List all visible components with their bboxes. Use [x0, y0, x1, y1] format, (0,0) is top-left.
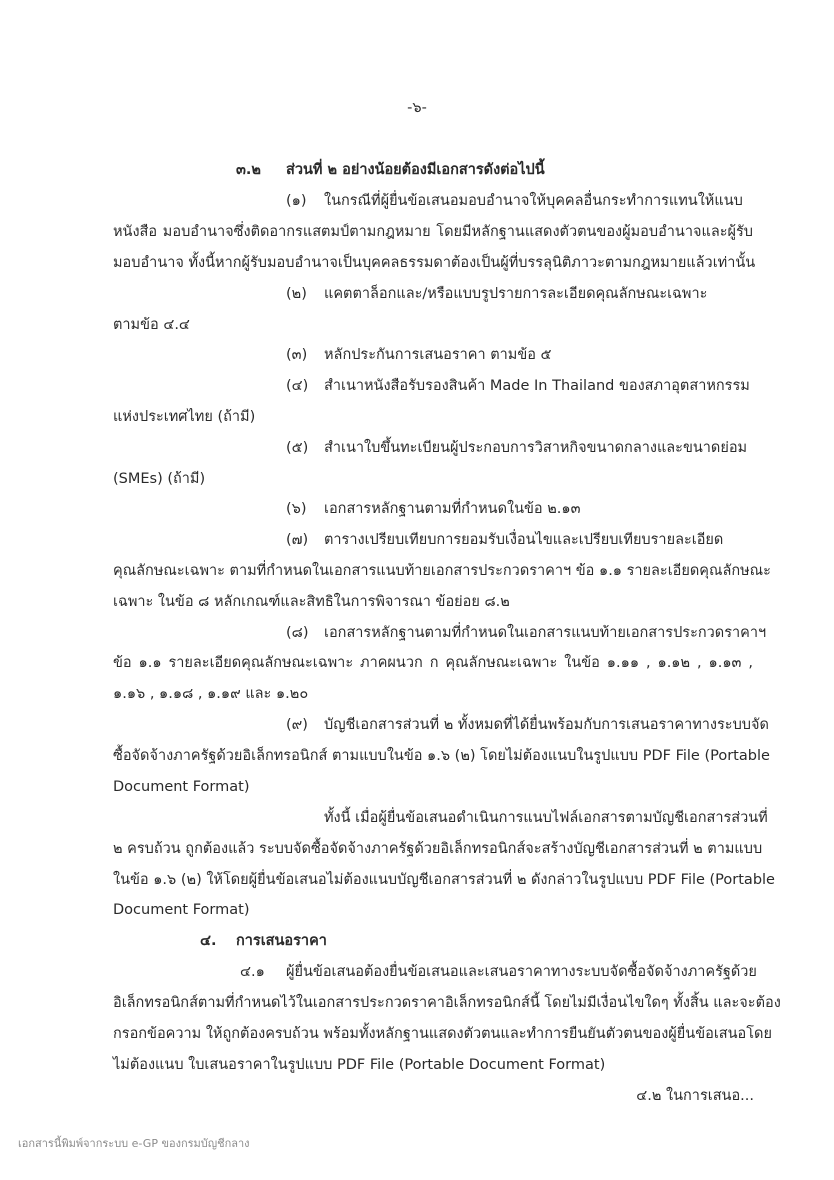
item-8-line-3: ๑.๑๖ , ๑.๑๘ , ๑.๑๙ และ ๑.๒๐ — [113, 686, 309, 702]
section-4-1-line-3: กรอกข้อความ ให้ถูกต้องครบถ้วน พร้อมทั้งหลักฐานแสดงตัวตนและทำการยืนยันตัวตนของผู้ยื่นข้อเสนอโดย — [113, 1026, 772, 1042]
section-4-1-line-2: อิเล็กทรอนิกส์ตามที่กำหนดไว้ในเอกสารประกวดราคาอิเล็กทรอนิกส์นี้ โดยไม่มีเงื่อนไขใดๆ ทั้งสิ้น และจะต้อง — [113, 995, 781, 1011]
item-7-line-1: ตารางเปรียบเทียบการยอมรับเงื่อนไขและเปรียบเทียบรายละเอียด — [324, 532, 724, 548]
section-4-1-number: ๔.๑ — [240, 964, 265, 980]
item-7-line-3: เฉพาะ ในข้อ ๘ หลักเกณฑ์และสิทธิในการพิจารณา ข้อย่อย ๘.๒ — [113, 594, 510, 610]
item-5-number: (๕) — [286, 440, 309, 456]
section-4-1-line-1: ผู้ยื่นข้อเสนอต้องยื่นข้อเสนอและเสนอราคาทางระบบจัดซื้อจัดจ้างภาครัฐด้วย — [286, 964, 757, 980]
item-4-line-2: แห่งประเทศไทย (ถ้ามี) — [113, 409, 256, 425]
section-4-1-line-4: ไม่ต้องแนบ ใบเสนอราคาในรูปแบบ PDF File (Portable Document Format) — [113, 1057, 606, 1073]
note-line-4: Document Format) — [113, 902, 250, 918]
heading-title: ส่วนที่ ๒ อย่างน้อยต้องมีเอกสารดังต่อไปนี้ — [286, 162, 545, 178]
item-1-line-2: หนังสือ มอบอำนาจซึ่งติดอากรแสตมป์ตามกฎหมาย โดยมีหลักฐานแสดงตัวตนของผู้มอบอำนาจและผู้รับ — [113, 224, 753, 240]
item-2-line-1: แคตตาล็อกและ/หรือแบบรูปรายการละเอียดคุณลักษณะเฉพาะ — [324, 286, 708, 302]
item-9-line-1: บัญชีเอกสารส่วนที่ ๒ ทั้งหมดที่ได้ยื่นพร้อมกับการเสนอราคาทางระบบจัด — [324, 717, 769, 733]
item-1-line-1: ในกรณีที่ผู้ยื่นข้อเสนอมอบอำนาจให้บุคคลอื่นกระทำการแทนให้แนบ — [324, 193, 743, 209]
item-1-number: (๑) — [286, 193, 307, 209]
page-number: -๖- — [407, 100, 427, 116]
item-5-line-1: สำเนาใบขึ้นทะเบียนผู้ประกอบการวิสาหกิจขนาดกลางและขนาดย่อม — [324, 440, 748, 456]
item-3-number: (๓) — [286, 347, 308, 363]
item-7-line-2: คุณลักษณะเฉพาะ ตามที่กำหนดในเอกสารแนบท้ายเอกสารประกวดราคาฯ ข้อ ๑.๑ รายละเอียดคุณลักษณะ — [113, 563, 771, 579]
item-6-line-1: เอกสารหลักฐานตามที่กำหนดในข้อ ๒.๑๓ — [324, 501, 581, 517]
item-6-number: (๖) — [286, 501, 307, 517]
item-1-line-3: มอบอำนาจ ทั้งนี้หากผู้รับมอบอำนาจเป็นบุคคลธรรมดาต้องเป็นผู้ที่บรรลุนิติภาวะตามกฎหมายแล้วเท่านั้น — [113, 255, 756, 271]
item-8-line-1: เอกสารหลักฐานตามที่กำหนดในเอกสารแนบท้ายเอกสารประกวดราคาฯ — [324, 625, 767, 641]
item-9-line-3: Document Format) — [113, 779, 250, 795]
note-line-1: ทั้งนี้ เมื่อผู้ยื่นข้อเสนอดำเนินการแนบไฟล์เอกสารตามบัญชีเอกสารส่วนที่ — [324, 810, 768, 826]
note-line-2: ๒ ครบถ้วน ถูกต้องแล้ว ระบบจัดซื้อจัดจ้างภาครัฐด้วยอิเล็กทรอนิกส์จะสร้างบัญชีเอกสารส่วนที่ ๒ ตามแบบ — [113, 841, 763, 857]
item-5-line-2: (SMEs) (ถ้ามี) — [113, 471, 206, 487]
note-line-3: ในข้อ ๑.๖ (๒) ให้โดยผู้ยื่นข้อเสนอไม่ต้องแนบบัญชีเอกสารส่วนที่ ๒ ดังกล่าวในรูปแบบ PDF File (Portable — [113, 872, 775, 888]
item-2-number: (๒) — [286, 286, 307, 302]
item-2-line-2: ตามข้อ ๔.๔ — [113, 317, 190, 333]
section-4-title: การเสนอราคา — [236, 933, 327, 949]
section-4-number: ๔. — [200, 933, 217, 949]
continuation-marker: ๔.๒ ในการเสนอ... — [636, 1088, 754, 1104]
item-3-line-1: หลักประกันการเสนอราคา ตามข้อ ๕ — [324, 347, 552, 363]
item-8-number: (๘) — [286, 625, 309, 641]
item-7-number: (๗) — [286, 532, 309, 548]
item-4-number: (๔) — [286, 378, 309, 394]
item-9-number: (๙) — [286, 717, 308, 733]
footer-text: เอกสารนี้พิมพ์จากระบบ e-GP ของกรมบัญชีกลาง — [18, 1137, 250, 1150]
item-4-line-1: สำเนาหนังสือรับรองสินค้า Made In Thailand ของสภาอุตสาหกรรม — [324, 378, 750, 394]
heading-number: ๓.๒ — [236, 162, 261, 178]
item-9-line-2: ซื้อจัดจ้างภาครัฐด้วยอิเล็กทรอนิกส์ ตามแบบในข้อ ๑.๖ (๒) โดยไม่ต้องแนบในรูปแบบ PDF File (Portable — [113, 748, 770, 764]
item-8-line-2: ข้อ ๑.๑ รายละเอียดคุณลักษณะเฉพาะ ภาคผนวก ก คุณลักษณะเฉพาะ ในข้อ ๑.๑๑ , ๑.๑๒ , ๑.๑๓ , — [113, 655, 753, 671]
